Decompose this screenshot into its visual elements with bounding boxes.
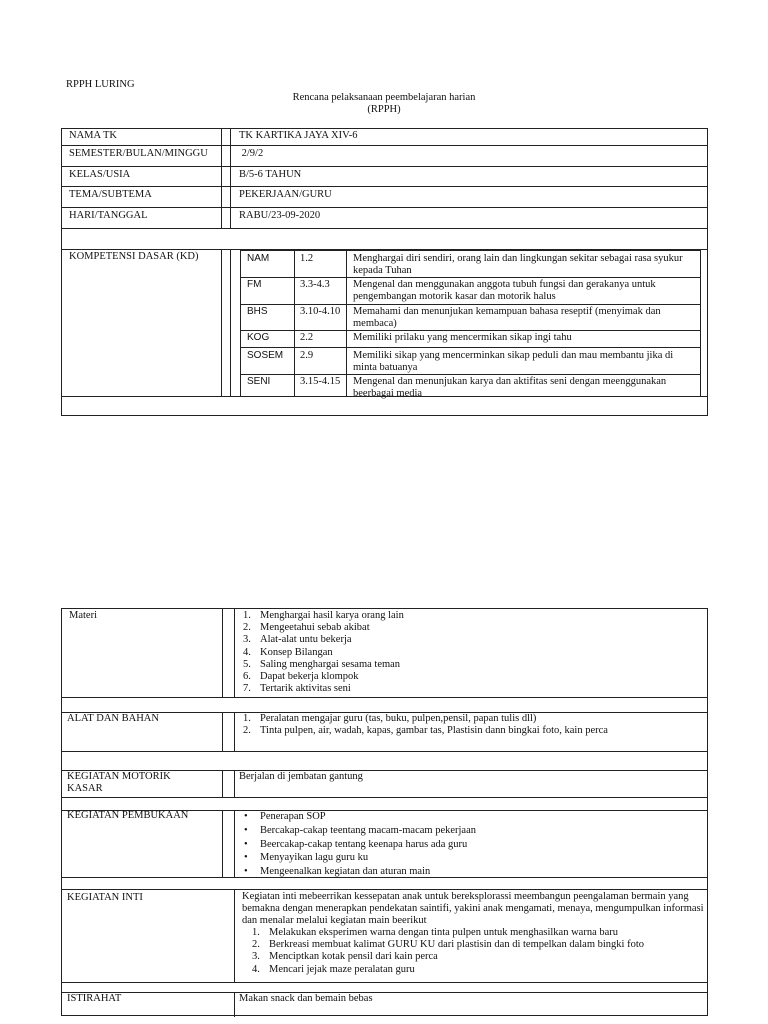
kd-desc-nam: Menghargai diri sendiri, orang lain dan lingkungan sekitar sebagai rasa syukur kepada Tuhan	[353, 253, 683, 276]
list-item: • Penerapan SOP	[238, 810, 698, 824]
list-item: Tinta pulpen, air, wadah, kapas, gambar tas, Plastisin dann bingkai foto, kain perca	[260, 725, 608, 737]
kd-aspect-kog: KOG	[247, 332, 270, 343]
list-item: Menghargai hasil karya orang lain	[260, 610, 404, 621]
list-item: • Menyayikan lagu guru ku	[238, 851, 698, 865]
identity-value-kelas: B/5-6 TAHUN	[239, 169, 302, 180]
inti-label: KEGIATAN INTI	[67, 892, 143, 903]
identity-label-hari: HARI/TANGGAL	[69, 210, 148, 221]
identity-value-semester: 2/9/2	[239, 148, 264, 159]
list-item: • Bercakap-cakap teentang macam-macam pekerjaan	[238, 824, 698, 838]
list-item: Berkreasi membuat kalimat GURU KU dari plastisin dan di tempelkan dalam bingki foto	[269, 939, 645, 951]
pembukaan-label: KEGIATAN PEMBUKAAN	[67, 810, 189, 821]
kd-code-fm: 3.3-4.3	[300, 279, 330, 290]
list-item: Saling menghargai sesama teman	[260, 658, 401, 670]
kd-desc-kog: Memiliki prilaku yang mencermikan sikap ingi tahu	[353, 332, 572, 343]
list-item: Tertarik aktivitas seni	[260, 683, 351, 695]
inti-intro: Kegiatan inti mebeerrikan kessepatan anak untuk bereksplorassi meembangun peengalaman bermain yang bemakna dengan menerapkan pendekatan saintifi, yakini anak mengamati, menaya, mengumpulkan informasi dan menalar melalui kegiatan main beerikut	[242, 891, 704, 926]
istirahat-label: ISTIRAHAT	[67, 993, 122, 1004]
identity-label-semester: SEMESTER/BULAN/MINGGU	[69, 148, 208, 159]
list-item: Mencari jejak maze peralatan guru	[269, 963, 415, 975]
kd-code-seni: 3.15-4.15	[300, 376, 341, 387]
kd-desc-seni: Mengenal dan menunjukan karya dan aktifitas seni dengan meenggunakan beerbagai media	[353, 376, 667, 399]
list-item: Melakukan eksperimen warna dengan tinta pulpen untuk menghasilkan warna baru	[269, 927, 619, 938]
kd-aspect-nam: NAM	[247, 253, 270, 264]
kd-aspect-seni: SENI	[247, 376, 271, 387]
list-item: Mengeetahui sebab akibat	[260, 622, 370, 634]
document-subtitle: (RPPH)	[367, 104, 401, 115]
kd-aspect-fm: FM	[247, 279, 262, 290]
alat-list	[243, 713, 703, 737]
activity-table	[61, 608, 708, 1016]
identity-label-tema: TEMA/SUBTEMA	[69, 189, 152, 200]
list-item: Konsep Bilangan	[260, 646, 333, 658]
inti-list	[252, 927, 702, 976]
kd-label: KOMPETENSI DASAR (KD)	[69, 251, 199, 262]
identity-value-tema: PEKERJAAN/GURU	[239, 189, 332, 200]
identity-label-nama: NAMA TK	[69, 130, 117, 141]
identity-table	[61, 128, 708, 416]
list-item: Dapat bekerja klompok	[260, 671, 359, 683]
motorik-label-line1: KEGIATAN MOTORIK	[67, 771, 171, 782]
motorik-value: Berjalan di jembatan gantung	[239, 771, 363, 782]
alat-label: ALAT DAN BAHAN	[67, 713, 159, 724]
pembukaan-list	[238, 810, 698, 879]
list-item: Alat-alat untu bekerja	[260, 634, 352, 646]
kd-desc-bhs: Memahami dan menunjukan kemampuan bahasa reseptif (menyimak dan membaca)	[353, 306, 661, 329]
document-title: Rencana pelaksanaan peembelajaran harian	[292, 92, 476, 103]
kd-desc-sosem: Memiliki sikap yang mencerminkan sikap peduli dan mau membantu jika di minta batuanya	[353, 350, 674, 373]
kd-desc-fm: Mengenal dan menggunakan anggota tubuh fungsi dan gerakanya untuk pengembangan motorik kasar dan motorik halus	[353, 279, 656, 302]
list-item: • Mengeenalkan kegiatan dan aturan main	[238, 865, 698, 879]
kd-code-bhs: 3.10-4.10	[300, 306, 341, 317]
kd-code-kog: 2.2	[300, 332, 314, 343]
kd-code-nam: 1.2	[300, 253, 314, 264]
list-item: Menciptkan kotak pensil dari kain perca	[269, 951, 438, 963]
materi-list	[243, 610, 693, 695]
identity-value-nama: TK KARTIKA JAYA XIV-6	[239, 130, 358, 141]
kd-table	[240, 250, 701, 399]
materi-label: Materi	[69, 610, 97, 621]
kd-aspect-bhs: BHS	[247, 306, 268, 317]
kd-code-sosem: 2.9	[300, 350, 314, 361]
motorik-label-line2: KASAR	[67, 783, 103, 794]
list-item: Peralatan mengajar guru (tas, buku, pulpen,pensil, papan tulis dll)	[260, 713, 537, 724]
identity-label-kelas: KELAS/USIA	[69, 169, 131, 180]
document-label: RPPH LURING	[66, 79, 135, 90]
list-item: • Beercakap-cakap tentang keenapa harus ada guru	[238, 838, 698, 852]
kd-aspect-sosem: SOSEM	[247, 350, 284, 361]
identity-value-hari: RABU/23-09-2020	[239, 210, 321, 221]
istirahat-value: Makan snack dan bemain bebas	[239, 993, 373, 1004]
